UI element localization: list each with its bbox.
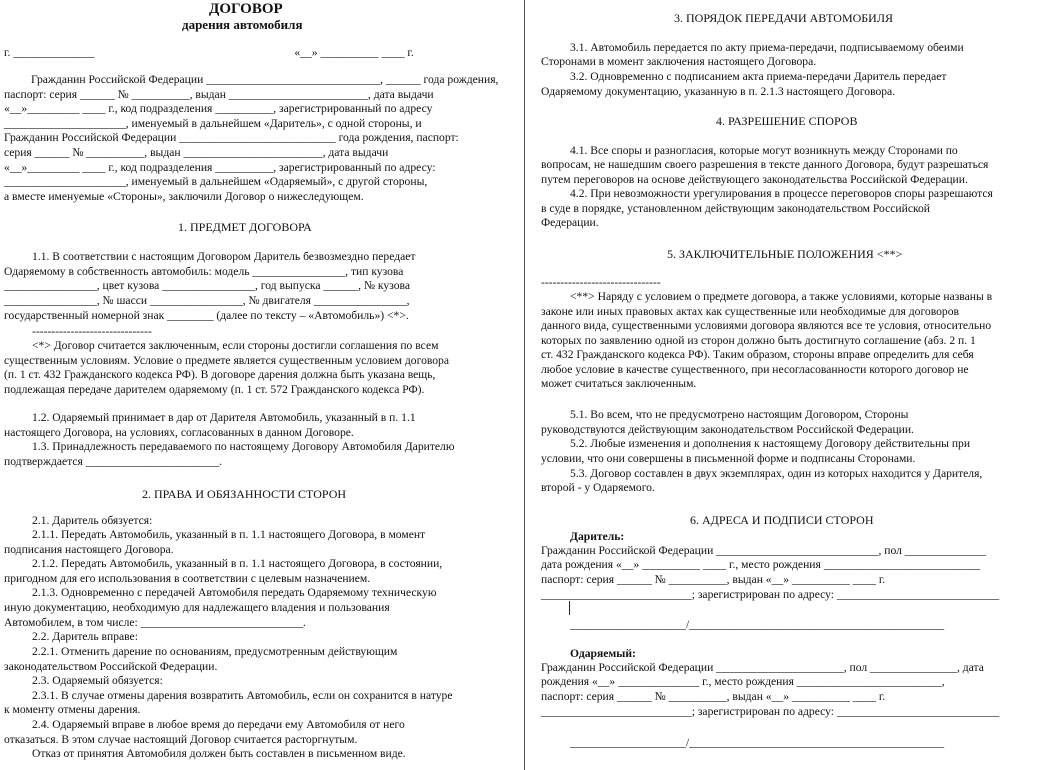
page-right bbox=[530, 0, 1047, 770]
text-line: руководствуются действующим законодательством Российской Федерации. bbox=[541, 423, 914, 436]
text-line: вопросам, не нашедшим своего разрешения в тексте данного Договора, будут разрешаться bbox=[541, 158, 989, 171]
page-left bbox=[0, 0, 518, 770]
footnote-separator: ------------------------------- bbox=[541, 276, 661, 289]
text-line: паспорт: серия ______ № __________, выдан ________________________, дата выдачи bbox=[4, 88, 434, 101]
text-line: Одаряемому в собственность автомобиль: модель ________________, тип кузова bbox=[4, 265, 404, 278]
text-line: ________________, № шасси ________________, № двигателя ________________, bbox=[4, 294, 410, 307]
text-line: подтверждается _______________________. bbox=[4, 455, 222, 468]
donee-label: Одаряемый: bbox=[570, 647, 636, 660]
text-line: законодательством Российской Федерации. bbox=[4, 660, 218, 673]
text-line: Отказ от принятия Автомобиля должен быть составлен в письменном виде. bbox=[32, 747, 406, 760]
text-line: настоящего Договора, на условиях, согласованных в данном Договоре. bbox=[4, 426, 354, 439]
text-line: путем переговоров на основе действующего законодательства Российской Федерации. bbox=[541, 173, 968, 186]
text-line: ст. 432 Гражданского кодекса РФ). Таким образом, стороны вправе определить для себя bbox=[541, 348, 974, 361]
text-line: существенным условиям. Условие о предмете является существенным условием договора bbox=[4, 354, 449, 367]
text-line: подписания настоящего Договора. bbox=[4, 543, 174, 556]
page-divider bbox=[524, 0, 525, 770]
text-line: 1.2. Одаряемый принимает в дар от Дарителя Автомобиль, указанный в п. 1.1 bbox=[32, 411, 416, 424]
text-line: __________________________; зарегистрирован по адресу: ____________________________ bbox=[541, 588, 1000, 601]
text-line: в суде в порядке, установленном действующим законодательством Российской bbox=[541, 202, 931, 215]
text-line: Гражданин Российской Федерации ______________________, пол _______________, дата bbox=[541, 661, 984, 674]
section-6-title: 6. АДРЕСА И ПОДПИСИ СТОРОН bbox=[690, 513, 874, 527]
text-line: государственный номерной знак ________ (далее по тексту – «Автомобиль») <*>. bbox=[4, 309, 409, 322]
text-line: дата рождения «__» __________ ____ г., место рождения ___________________________ bbox=[541, 558, 981, 571]
document-title: ДОГОВОР bbox=[209, 1, 283, 17]
section-1-title: 1. ПРЕДМЕТ ДОГОВОРА bbox=[178, 220, 312, 234]
text-line: Гражданин Российской Федерации ______________________________, ______ года рождения, bbox=[31, 73, 499, 86]
text-line: «__»_________ ____ г., код подразделения __________, зарегистрированный по адресу bbox=[4, 102, 433, 115]
text-line: _____________________, именуемый в дальнейшем «Одаряемый», с другой стороны, bbox=[4, 175, 428, 188]
text-line: 2.1. Даритель обязуется: bbox=[32, 514, 153, 527]
text-line: 5.2. Любые изменения и дополнения к настоящему Договору действительны при bbox=[570, 437, 971, 450]
text-line: __________________________; зарегистрирован по адресу: ____________________________ bbox=[541, 705, 1000, 718]
text-line: «__»_________ ____ г., код подразделения __________, зарегистрированный по адресу: bbox=[4, 161, 436, 174]
footnote-separator: ------------------------------- bbox=[32, 325, 152, 338]
text-line: (п. 1 ст. 432 Гражданского кодекса РФ). В договоре дарения должна быть указана вещь, bbox=[4, 368, 436, 381]
text-line: паспорт: серия ______ № __________, выдан «__» __________ ____ г. bbox=[541, 690, 886, 703]
text-line: Сторонами в момент заключения настоящего Договора. bbox=[541, 55, 817, 68]
text-line: пригодном для его использования в соответствии с целевым назначением. bbox=[4, 572, 371, 585]
text-line: второй - у Одаряемого. bbox=[541, 481, 655, 494]
text-line: _____________________, именуемый в дальнейшем «Даритель», с одной стороны, и bbox=[4, 117, 422, 130]
text-line: условии, что они совершены в письменной форме и подписаны Сторонами. bbox=[541, 452, 916, 465]
text-line: <**> Наряду с условием о предмете договора, а также условиями, которые названы в bbox=[570, 290, 993, 303]
text-line: Автомобилем, в том числе: ____________________________. bbox=[4, 616, 306, 629]
section-4-title: 4. РАЗРЕШЕНИЕ СПОРОВ bbox=[716, 114, 858, 128]
text-line: серия ______ № __________, выдан ________________________, дата выдачи bbox=[4, 146, 389, 159]
text-line: 2.2.1. Отменить дарение по основаниям, предусмотренным действующим bbox=[32, 645, 398, 658]
text-line: 2.4. Одаряемый вправе в любое время до передачи ему Автомобиля от него bbox=[32, 718, 405, 731]
text-line: ________________, цвет кузова ________________, год выпуска ______, № кузова bbox=[4, 279, 410, 292]
text-line: данного вида, существенными условиями договора являются все те условия, относительно bbox=[541, 319, 992, 332]
text-line: Федерации. bbox=[541, 216, 599, 229]
text-line: Гражданин Российской Федерации ___________________________ года рождения, паспорт: bbox=[4, 131, 459, 144]
document-subtitle: дарения автомобиля bbox=[182, 17, 303, 32]
text-line: Гражданин Российской Федерации ____________________________, пол ______________ bbox=[541, 544, 986, 557]
section-3-title: 3. ПОРЯДОК ПЕРЕДАЧИ АВТОМОБИЛЯ bbox=[674, 11, 893, 25]
text-line: 2.1.2. Передать Автомобиль, указанный в п. 1.1 настоящего Договора, в состоянии, bbox=[32, 557, 443, 570]
section-5-title: 5. ЗАКЛЮЧИТЕЛЬНЫЕ ПОЛОЖЕНИЯ <**> bbox=[667, 247, 903, 261]
donee-signature-line: ____________________/____________________________________________ bbox=[570, 736, 945, 749]
text-line: 2.3. Одаряемый обязуется: bbox=[32, 674, 163, 687]
text-line: 5.3. Договор составлен в двух экземплярах, один из которых находится у Дарителя, bbox=[570, 467, 983, 480]
text-line: Одаряемому документацию, указанную в п. 2.1.3 настоящего Договора. bbox=[541, 85, 896, 98]
text-line: иную документацию, необходимую для надлежащего владения и пользования bbox=[4, 601, 390, 614]
text-line: 4.1. Все споры и разногласия, которые могут возникнуть между Сторонами по bbox=[570, 144, 958, 157]
text-line: к моменту отмены дарения. bbox=[4, 703, 141, 716]
text-line: 1.1. В соответствии с настоящим Договором Даритель безвозмездно передает bbox=[32, 250, 416, 263]
donor-label: Даритель: bbox=[570, 530, 625, 543]
text-line: <*> Договор считается заключенным, если стороны достигли соглашения по всем bbox=[32, 339, 439, 352]
place-date-line: г. ______________ «__» __________ ____ г. bbox=[4, 46, 414, 59]
text-line: 2.1.1. Передать Автомобиль, указанный в п. 1.1 настоящего Договора, в момент bbox=[32, 528, 426, 541]
section-2-title: 2. ПРАВА И ОБЯЗАННОСТИ СТОРОН bbox=[142, 487, 347, 501]
text-line: рождения «__» ______________ г., место рождения _________________________, bbox=[541, 675, 945, 688]
text-line: любое условие в качестве существенного, при несогласованности которого договор не bbox=[541, 363, 969, 376]
text-line: 2.3.1. В случае отмены дарения возвратить Автомобиль, если он сохранится в натуре bbox=[32, 689, 453, 702]
text-line: паспорт: серия ______ № __________, выдан «__» __________ ____ г. bbox=[541, 573, 886, 586]
text-line: 3.1. Автомобиль передается по акту приема-передачи, подписываемому обеими bbox=[570, 41, 964, 54]
text-cursor-mark bbox=[569, 601, 570, 615]
text-line: которых по заявлению одной из сторон должно быть достигнуто соглашение (абз. 2 п. 1 bbox=[541, 334, 976, 347]
text-line: 1.3. Принадлежность передаваемого по настоящему Договору Автомобиля Дарителю bbox=[32, 440, 455, 453]
donor-signature-line: ____________________/____________________________________________ bbox=[570, 618, 945, 631]
text-line: 2.2. Даритель вправе: bbox=[32, 630, 138, 643]
text-line: отказаться. В этом случае настоящий Договор считается расторгнутым. bbox=[4, 733, 358, 746]
text-line: законе или иных правовых актах как существенные или необходимые для договоров bbox=[541, 305, 959, 318]
text-line: 5.1. Во всем, что не предусмотрено настоящим Договором, Стороны bbox=[570, 408, 909, 421]
text-line: 4.2. При невозможности урегулирования в процессе переговоров споры разрешаются bbox=[570, 187, 993, 200]
text-line: а вместе именуемые «Стороны», заключили Договор о нижеследующем. bbox=[4, 190, 364, 203]
text-line: подлежащая передаче дарителем одаряемому (п. 1 ст. 572 Гражданского кодекса РФ). bbox=[4, 383, 425, 396]
text-line: 2.1.3. Одновременно с передачей Автомобиля передать Одаряемому техническую bbox=[32, 586, 437, 599]
text-line: 3.2. Одновременно с подписанием акта приема-передачи Даритель передает bbox=[570, 70, 947, 83]
text-line: может считаться заключенным. bbox=[541, 377, 697, 390]
